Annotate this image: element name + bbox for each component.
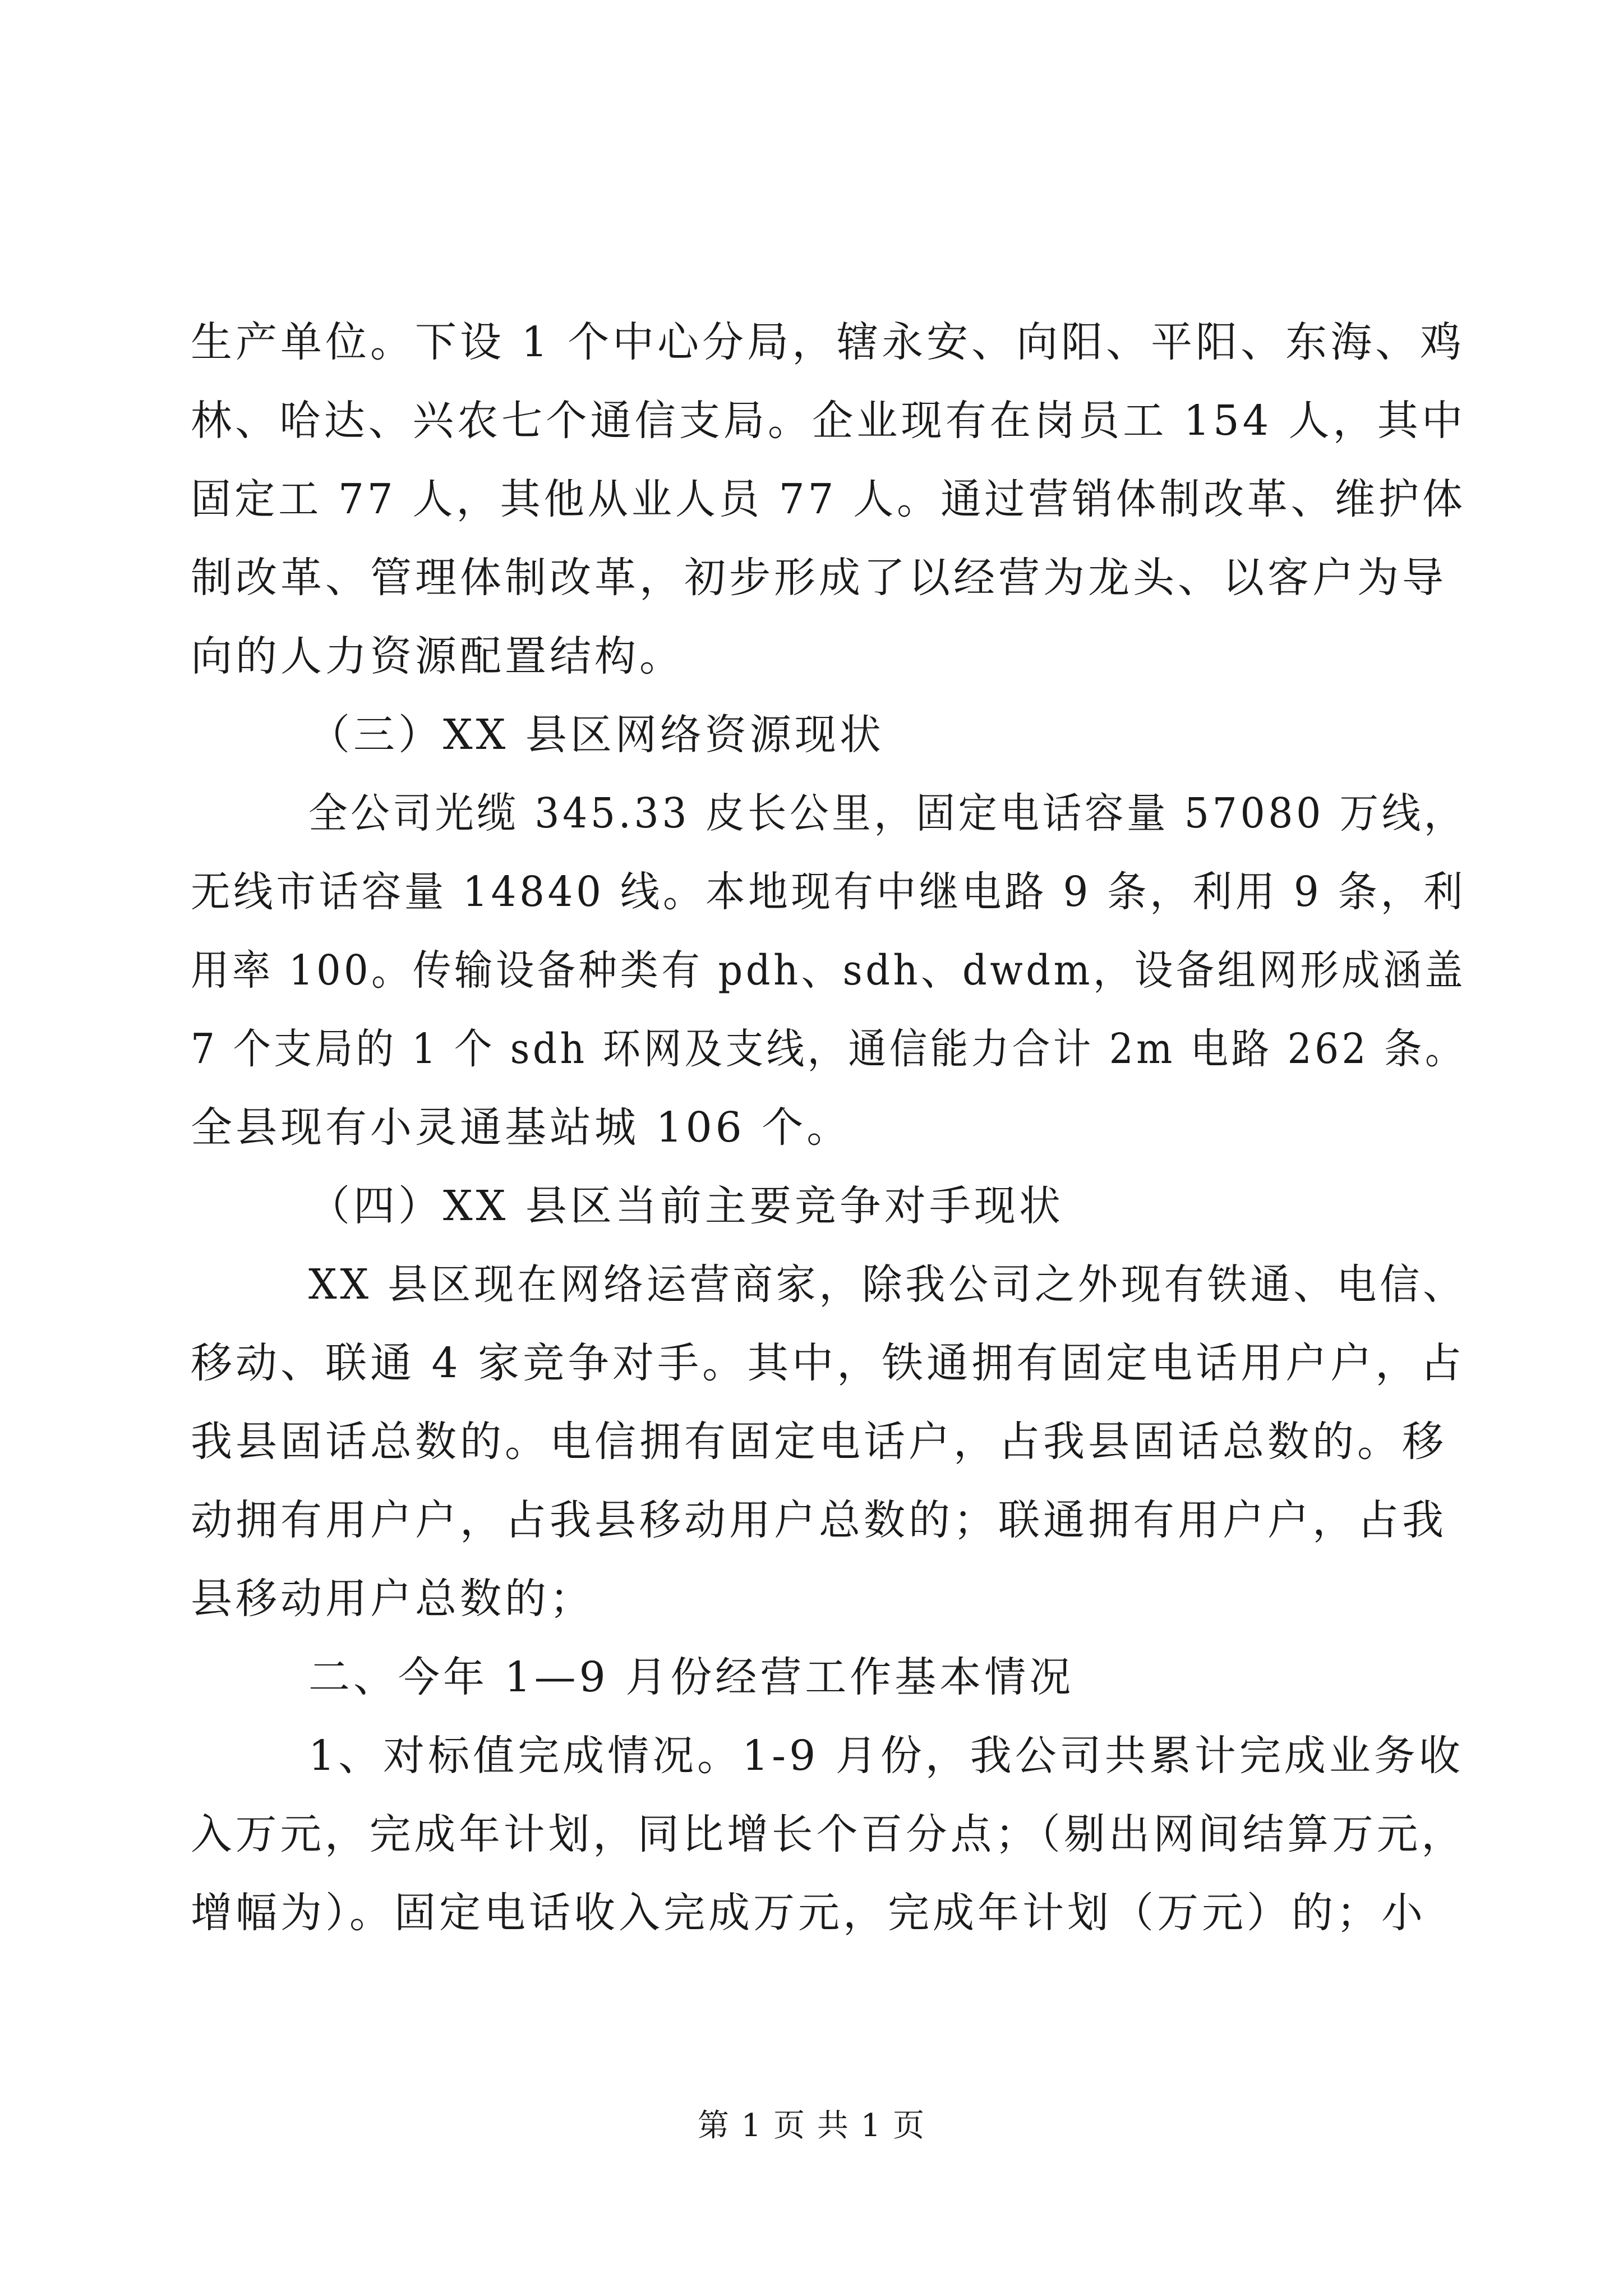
section-heading: （三）XX 县区网络资源现状 — [308, 711, 884, 759]
body-text-line: 动拥有用户户，占我县移动用户总数的；联通拥有用户户，占我 — [191, 1496, 1447, 1544]
section-heading: （四）XX 县区当前主要竞争对手现状 — [308, 1182, 1064, 1230]
body-text-line: 全县现有小灵通基站城 106 个。 — [191, 1103, 852, 1152]
body-text-line: 向的人力资源配置结构。 — [191, 632, 684, 680]
body-text-line: 入万元，完成年计划，同比增长个百分点；（剔出网间结算万元， — [191, 1810, 1466, 1858]
body-text-line: 1、对标值完成情况。1-9 月份，我公司共累计完成业务收 — [308, 1732, 1464, 1780]
body-text-line: 7 个支局的 1 个 sdh 环网及支线，通信能力合计 2m 电路 262 条。 — [191, 1025, 1466, 1073]
body-text-line: 无线市话容量 14840 线。本地现有中继电路 9 条，利用 9 条，利 — [191, 868, 1466, 916]
body-text-line: 全公司光缆 345.33 皮长公里，固定电话容量 57080 万线， — [308, 789, 1466, 838]
page-footer: 第 1 页 共 1 页 — [697, 2108, 926, 2144]
body-text-line: XX 县区现在网络运营商家，除我公司之外现有铁通、电信、 — [308, 1260, 1466, 1309]
body-text-line: 我县固话总数的。电信拥有固定电话户，占我县固话总数的。移 — [191, 1418, 1447, 1466]
body-text-line: 林、哈达、兴农七个通信支局。企业现有在岗员工 154 人，其中 — [191, 397, 1466, 445]
body-text-line: 固定工 77 人，其他从业人员 77 人。通过营销体制改革、维护体 — [191, 475, 1466, 523]
body-text-line: 生产单位。下设 1 个中心分局，辖永安、向阳、平阳、东海、鸡 — [191, 318, 1465, 366]
body-text-line: 制改革、管理体制改革，初步形成了以经营为龙头、以客户为导 — [191, 554, 1447, 602]
body-text-line: 用率 100。传输设备种类有 pdh、sdh、dwdm，设备组网形成涵盖 — [191, 946, 1466, 995]
body-text-line: 增幅为）。固定电话收入完成万元，完成年计划（万元）的；小 — [191, 1889, 1426, 1937]
body-text-line: 县移动用户总数的； — [191, 1575, 594, 1623]
body-text-line: 移动、联通 4 家竞争对手。其中，铁通拥有固定电话用户户，占 — [191, 1339, 1465, 1387]
section-heading: 二、今年 1—9 月份经营工作基本情况 — [308, 1653, 1075, 1701]
